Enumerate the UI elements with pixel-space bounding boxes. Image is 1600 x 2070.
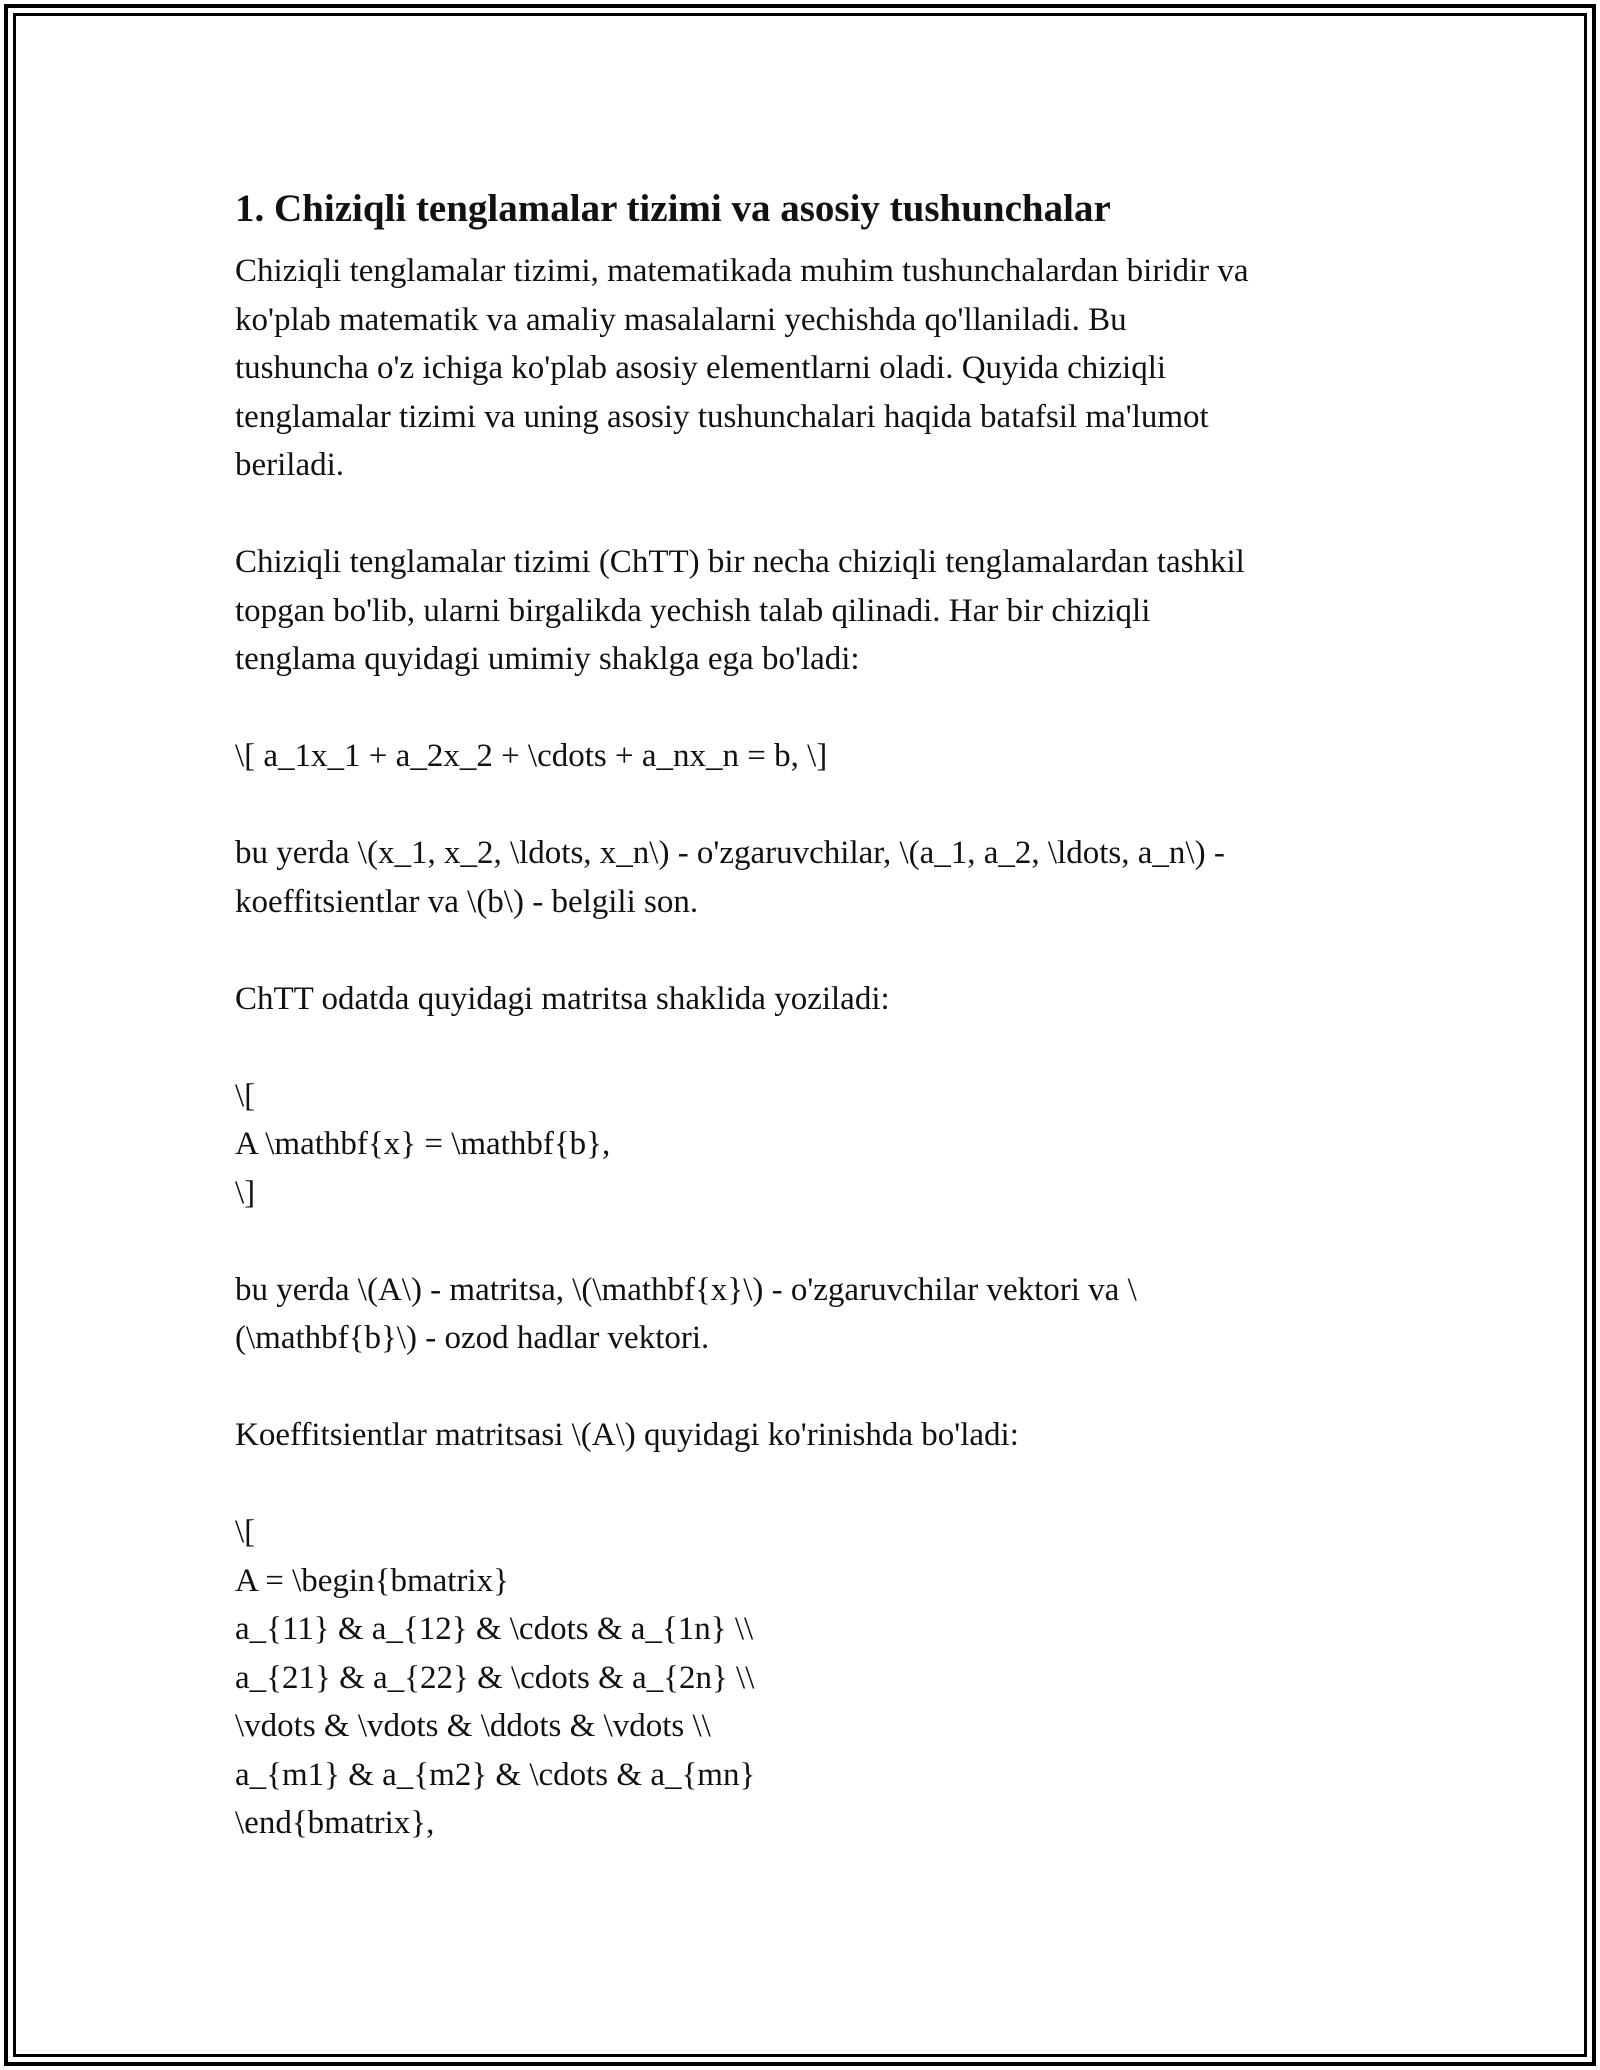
equation-line: \[ a_1x_1 + a_2x_2 + \cdots + a_nx_n = b, \] (235, 738, 828, 774)
text-line: koeffitsientlar va \(b\) - belgili son. (235, 883, 699, 920)
equation-matrix-form (235, 1072, 1365, 1218)
paragraph-variables (235, 829, 1365, 926)
text-line: bu yerda \(x_1, x_2, \ldots, x_n\) - o'zgaruvchilar, \(a_1, a_2, \ldots, a_n\) - (235, 835, 1225, 871)
document-body (235, 185, 1365, 1848)
equation-coefficient-matrix (235, 1508, 1365, 1848)
text-line: Koeffitsientlar matritsasi \(A\) quyidagi ko'rinishda bo'ladi: (235, 1417, 1019, 1453)
equation-line: A \mathbf{x} = \mathbf{b}, (235, 1126, 611, 1162)
text-line: beriladi. (235, 447, 345, 483)
paragraph-matrix-intro (235, 975, 1365, 1024)
text-line: ChTT odatda quyidagi matritsa shaklida yoziladi: (235, 980, 890, 1017)
paragraph-intro (235, 247, 1365, 490)
equation-line: \] (235, 1174, 256, 1211)
paragraph-coefficient-matrix (235, 1411, 1365, 1460)
text-line: bu yerda \(A\) - matritsa, \(\mathbf{x}\) - o'zgaruvchilar vektori va \ (235, 1271, 1137, 1308)
text-line: tenglama quyidagi umimiy shaklga ega bo'ladi: (235, 641, 860, 677)
equation-line: \end{bmatrix}, (235, 1805, 435, 1841)
equation-line: \[ (235, 1077, 256, 1114)
text-line: Chiziqli tenglamalar tizimi, matematikada muhim tushunchalardan biridir va (235, 253, 1249, 289)
text-line: Chiziqli tenglamalar tizimi (ChTT) bir necha chiziqli tenglamalardan tashkil (235, 544, 1245, 580)
equation-line: \[ (235, 1514, 256, 1550)
section-heading: 1. Chiziqli tenglamalar tizimi va asosiy tushunchalar (235, 187, 1111, 230)
text-line: topgan bo'lib, ularni birgalikda yechish talab qilinadi. Har bir chiziqli (235, 592, 1151, 629)
text-line: (\mathbf{b}\) - ozod hadlar vektori. (235, 1320, 710, 1356)
equation-general-form (235, 732, 1365, 781)
equation-line: a_{m1} & a_{m2} & \cdots & a_{mn} (235, 1756, 756, 1793)
paragraph-definition (235, 538, 1365, 684)
equation-line: \vdots & \vdots & \ddots & \vdots \\ (235, 1708, 711, 1744)
text-line: tenglamalar tizimi va uning asosiy tushunchalari haqida batafsil ma'lumot (235, 398, 1209, 435)
equation-line: a_{11} & a_{12} & \cdots & a_{1n} \\ (235, 1611, 754, 1647)
text-line: ko'plab matematik va amaliy masalalarni yechishda qo'llaniladi. Bu (235, 301, 1127, 338)
equation-line: A = \begin{bmatrix} (235, 1562, 509, 1599)
paragraph-matrix-terms (235, 1266, 1365, 1363)
text-line: tushuncha o'z ichiga ko'plab asosiy elementlarni oladi. Quyida chiziqli (235, 350, 1167, 386)
equation-line: a_{21} & a_{22} & \cdots & a_{2n} \\ (235, 1659, 755, 1696)
